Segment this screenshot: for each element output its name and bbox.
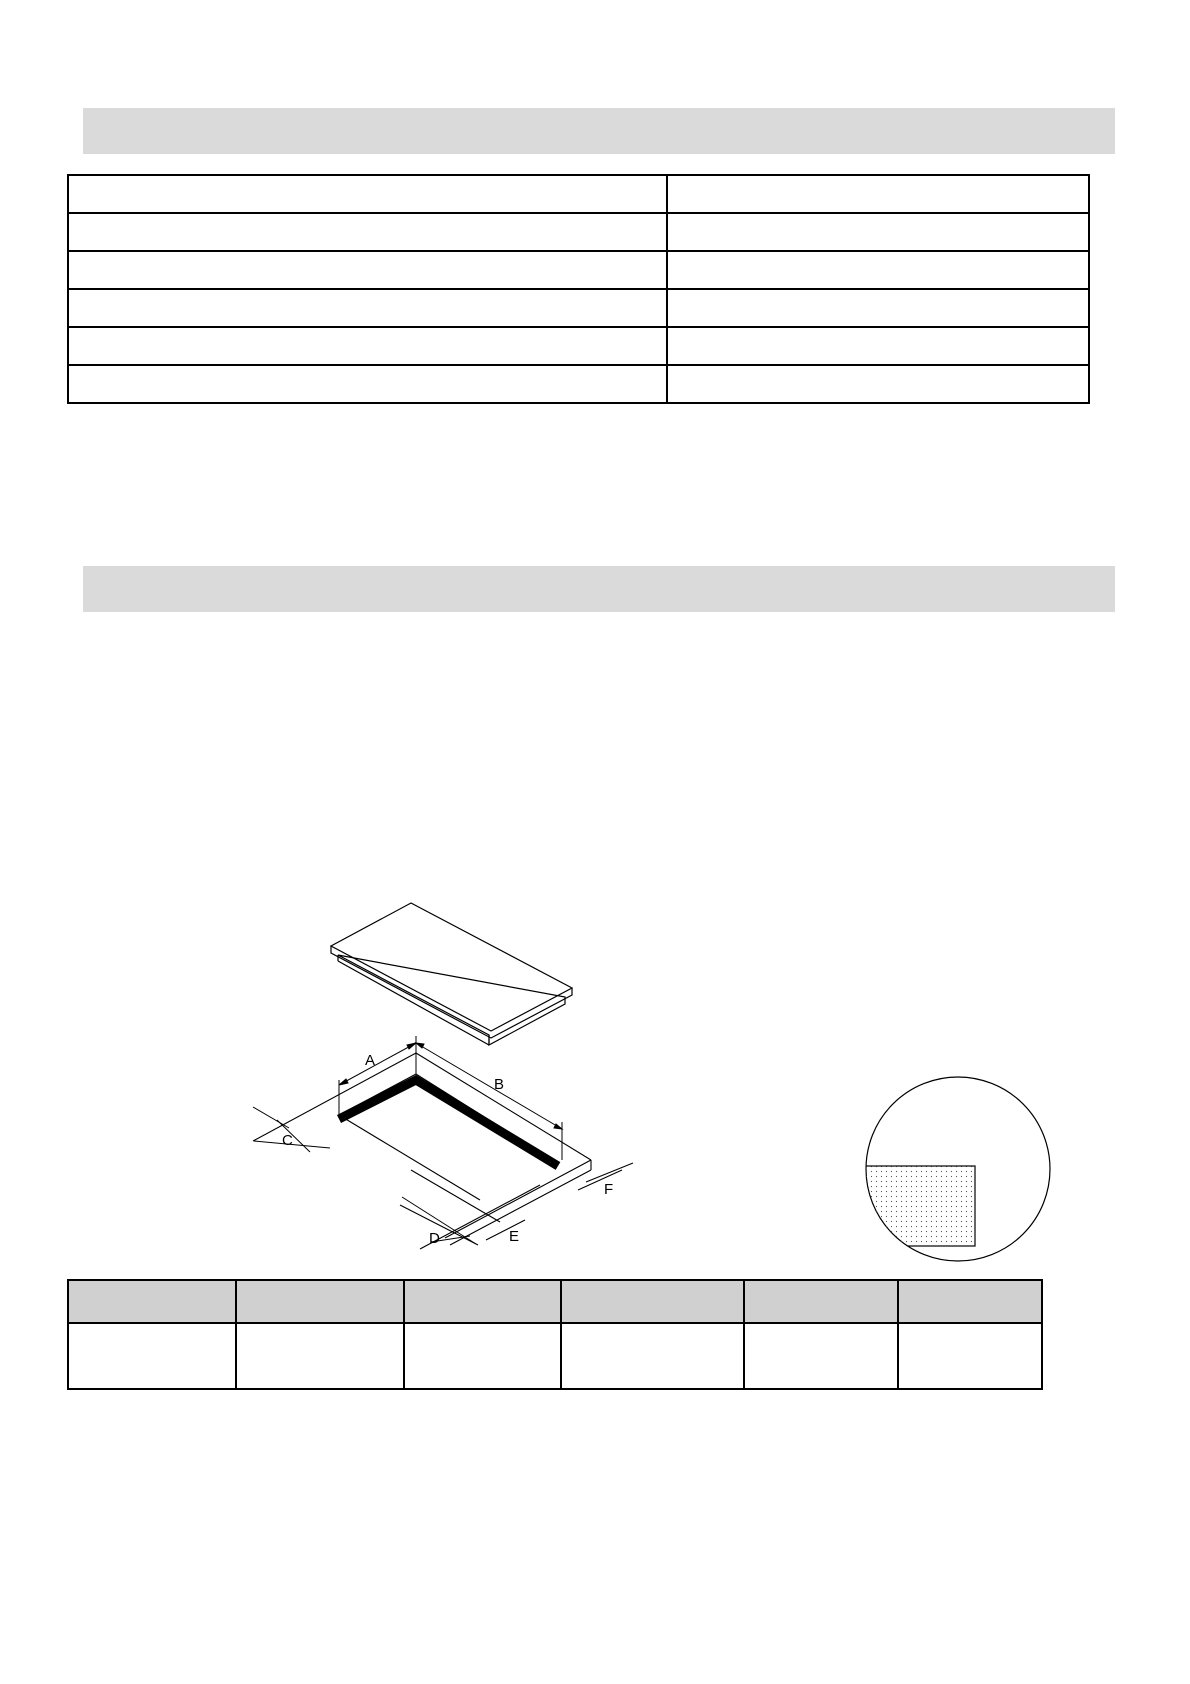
table-header-cell	[561, 1280, 744, 1323]
table-cell	[236, 1323, 404, 1389]
table-row	[68, 1323, 1042, 1389]
dimension-label-b: B	[494, 1076, 505, 1093]
detail-circle-illustration	[700, 1077, 1050, 1261]
dimension-label-e: E	[509, 1228, 520, 1245]
table-header-cell	[236, 1280, 404, 1323]
table-header-cell	[404, 1280, 561, 1323]
table-cell	[68, 1323, 236, 1389]
table-header-row	[68, 1280, 1042, 1323]
dimension-lines	[253, 1036, 633, 1244]
table-cell	[404, 1323, 561, 1389]
cooktop-illustration	[331, 903, 572, 1045]
table-cell	[898, 1323, 1042, 1389]
dimension-label-f: F	[604, 1181, 614, 1198]
table-header-cell	[744, 1280, 898, 1323]
dimension-table	[67, 1279, 1043, 1390]
table-cell	[744, 1323, 898, 1389]
dimension-label-c: C	[282, 1132, 293, 1149]
table-cell	[561, 1323, 744, 1389]
table-header-cell	[68, 1280, 236, 1323]
dimension-label-a: A	[365, 1052, 376, 1069]
cutout-edge-marker	[339, 1080, 558, 1166]
table-header-cell	[898, 1280, 1042, 1323]
dimension-labels	[282, 1052, 613, 1247]
dimension-label-d: D	[429, 1230, 440, 1247]
